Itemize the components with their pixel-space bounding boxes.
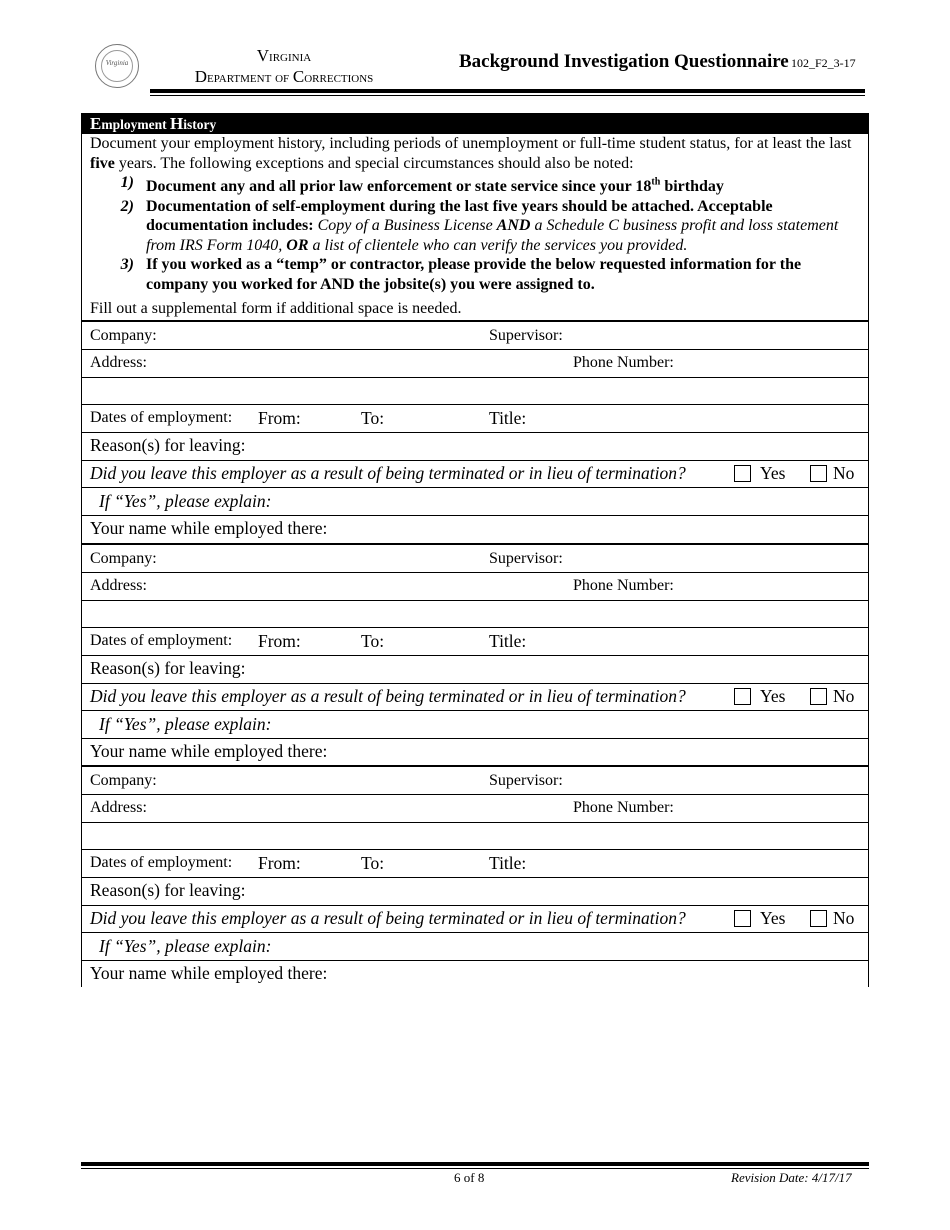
supervisor-field-2[interactable]: Supervisor: xyxy=(489,550,563,567)
reason-for-leaving-field-1[interactable]: Reason(s) for leaving: xyxy=(90,435,246,455)
title-field-2[interactable]: Title: xyxy=(489,631,527,651)
company-field-2[interactable]: Company: xyxy=(90,550,157,567)
agency-name: Virginia Department of Corrections xyxy=(194,46,374,86)
to-date-field-2[interactable]: To: xyxy=(361,631,385,651)
section-title: Employment History xyxy=(81,113,869,134)
title-field-1[interactable]: Title: xyxy=(489,408,527,428)
address-field-1[interactable]: Address: xyxy=(90,354,147,371)
to-date-field-3[interactable]: To: xyxy=(361,853,385,873)
form-code: 102_F2_3-17 xyxy=(791,56,856,70)
employer-1-top-border xyxy=(81,320,869,322)
phone-field-2[interactable]: Phone Number: xyxy=(573,577,674,594)
name-while-employed-field-1[interactable]: Your name while employed there: xyxy=(90,518,328,538)
supervisor-field-1[interactable]: Supervisor: xyxy=(489,327,563,344)
instruction-item-1: 1) Document any and all prior law enforcement or state service since your 18th birthday xyxy=(120,174,724,196)
no-label-1: No xyxy=(833,463,855,483)
header-divider xyxy=(150,89,865,93)
instructions-list xyxy=(90,173,865,294)
no-label-2: No xyxy=(833,686,855,706)
terminated-question-3: Did you leave this employer as a result of being terminated or in lieu of termination? xyxy=(90,908,686,928)
yes-label-2: Yes xyxy=(760,686,786,706)
reason-for-leaving-field-3[interactable]: Reason(s) for leaving: xyxy=(90,880,246,900)
terminated-yes-checkbox-1[interactable] xyxy=(734,465,751,482)
phone-field-1[interactable]: Phone Number: xyxy=(573,354,674,371)
name-while-employed-field-3[interactable]: Your name while employed there: xyxy=(90,963,328,983)
terminated-question-2: Did you leave this employer as a result of being terminated or in lieu of termination? xyxy=(90,686,686,706)
instruction-item-3: 3) If you worked as a “temp” or contractor, please provide the below requested information for the company you worked for AND the jobsite(s) you were assigned to. xyxy=(120,256,802,293)
phone-field-3[interactable]: Phone Number: xyxy=(573,799,674,816)
title-field-3[interactable]: Title: xyxy=(489,853,527,873)
virginia-seal-logo: Virginia xyxy=(95,44,139,88)
terminated-no-checkbox-3[interactable] xyxy=(810,910,827,927)
explain-field-2[interactable]: If “Yes”, please explain: xyxy=(99,714,272,734)
terminated-question-1: Did you leave this employer as a result of being terminated or in lieu of termination? xyxy=(90,463,686,483)
explain-field-1[interactable]: If “Yes”, please explain: xyxy=(99,491,272,511)
dates-of-employment-label-1: Dates of employment: xyxy=(90,409,233,426)
terminated-yes-checkbox-3[interactable] xyxy=(734,910,751,927)
terminated-yes-checkbox-2[interactable] xyxy=(734,688,751,705)
footer-divider xyxy=(81,1162,869,1166)
reason-for-leaving-field-2[interactable]: Reason(s) for leaving: xyxy=(90,658,246,678)
yes-label-3: Yes xyxy=(760,908,786,928)
explain-field-3[interactable]: If “Yes”, please explain: xyxy=(99,936,272,956)
supervisor-field-3[interactable]: Supervisor: xyxy=(489,772,563,789)
from-date-field-3[interactable]: From: xyxy=(258,853,301,873)
company-field-3[interactable]: Company: xyxy=(90,772,157,789)
instructions-paragraph: Document your employment history, including periods of unemployment or full-time student status, for at least the last five years. The following exceptions and special circumstances should also be noted: xyxy=(90,135,852,172)
from-date-field-1[interactable]: From: xyxy=(258,408,301,428)
terminated-no-checkbox-1[interactable] xyxy=(810,465,827,482)
dates-of-employment-label-2: Dates of employment: xyxy=(90,632,233,649)
company-field-1[interactable]: Company: xyxy=(90,327,157,344)
instruction-item-2: 2) Documentation of self-employment during the last five years should be attached. Acceptable documentation includes: Copy of a Business License AND a Schedule C business profit and loss statement from IRS Form 1040, OR a list of clientele who can verify the services you provided. xyxy=(120,197,839,254)
name-while-employed-field-2[interactable]: Your name while employed there: xyxy=(90,741,328,761)
no-label-3: No xyxy=(833,908,855,928)
dates-of-employment-label-3: Dates of employment: xyxy=(90,854,233,871)
form-title: Background Investigation Questionnaire xyxy=(459,51,789,72)
address-field-3[interactable]: Address: xyxy=(90,799,147,816)
to-date-field-1[interactable]: To: xyxy=(361,408,385,428)
page-number: 6 of 8 xyxy=(454,1170,485,1185)
address-field-2[interactable]: Address: xyxy=(90,577,147,594)
terminated-no-checkbox-2[interactable] xyxy=(810,688,827,705)
supplemental-note: Fill out a supplemental form if additional space is needed. xyxy=(90,300,462,317)
employer-3-top-border xyxy=(81,765,869,767)
employer-2-top-border xyxy=(81,543,869,545)
revision-date: Revision Date: 4/17/17 xyxy=(731,1170,852,1185)
from-date-field-2[interactable]: From: xyxy=(258,631,301,651)
yes-label-1: Yes xyxy=(760,463,786,483)
